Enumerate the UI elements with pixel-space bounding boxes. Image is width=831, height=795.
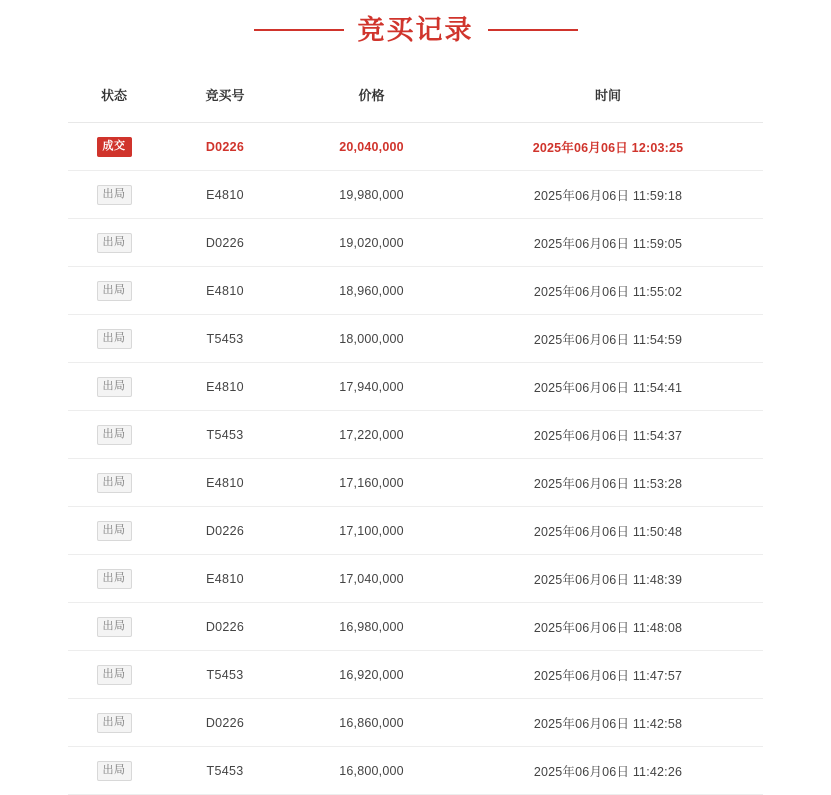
table-body — [68, 123, 763, 795]
cell-bidder-number: E4810 — [160, 171, 290, 219]
bid-record-table-area — [68, 85, 763, 795]
cell-bidder-number: D0226 — [160, 699, 290, 747]
cell-time: 2025年06月06日 11:42:58 — [453, 699, 763, 747]
cell-time: 2025年06月06日 11:59:18 — [453, 171, 763, 219]
status-badge: 出局 — [97, 281, 132, 301]
cell-status — [68, 699, 160, 747]
cell-time: 2025年06月06日 11:54:59 — [453, 315, 763, 363]
status-badge: 出局 — [97, 713, 132, 733]
cell-time: 2025年06月06日 11:53:28 — [453, 459, 763, 507]
table-row — [68, 507, 763, 555]
cell-status — [68, 555, 160, 603]
cell-price: 17,220,000 — [290, 411, 453, 459]
table-header-row — [68, 85, 763, 123]
page-title — [0, 0, 831, 47]
cell-time: 2025年06月06日 11:55:02 — [453, 267, 763, 315]
cell-price: 16,980,000 — [290, 603, 453, 651]
table-row — [68, 363, 763, 411]
table-row — [68, 315, 763, 363]
cell-price: 18,960,000 — [290, 267, 453, 315]
cell-status — [68, 219, 160, 267]
cell-bidder-number: E4810 — [160, 555, 290, 603]
column-header-status: 状态 — [68, 85, 160, 123]
table-row — [68, 651, 763, 699]
status-badge: 出局 — [97, 665, 132, 685]
page-title-text: 竞买记录 — [357, 15, 474, 45]
cell-status — [68, 603, 160, 651]
cell-price: 17,100,000 — [290, 507, 453, 555]
cell-bidder-number: T5453 — [160, 747, 290, 795]
status-badge: 出局 — [97, 569, 132, 589]
cell-price: 19,020,000 — [290, 219, 453, 267]
cell-time: 2025年06月06日 11:42:26 — [453, 747, 763, 795]
cell-time: 2025年06月06日 11:54:37 — [453, 411, 763, 459]
cell-bidder-number: E4810 — [160, 267, 290, 315]
table-row — [68, 267, 763, 315]
table-row — [68, 411, 763, 459]
cell-status — [68, 123, 160, 171]
status-badge: 出局 — [97, 617, 132, 637]
cell-status — [68, 363, 160, 411]
cell-price: 17,160,000 — [290, 459, 453, 507]
column-header-price: 价格 — [290, 85, 453, 123]
cell-bidder-number: E4810 — [160, 459, 290, 507]
cell-status — [68, 411, 160, 459]
cell-bidder-number: D0226 — [160, 219, 290, 267]
cell-bidder-number: T5453 — [160, 411, 290, 459]
cell-price: 19,980,000 — [290, 171, 453, 219]
cell-status — [68, 459, 160, 507]
cell-bidder-number: E4810 — [160, 363, 290, 411]
cell-price: 16,800,000 — [290, 747, 453, 795]
table-row — [68, 699, 763, 747]
status-badge: 出局 — [97, 425, 132, 445]
cell-price: 16,920,000 — [290, 651, 453, 699]
table-header — [68, 85, 763, 123]
cell-bidder-number: D0226 — [160, 603, 290, 651]
cell-price: 20,040,000 — [290, 123, 453, 171]
cell-time: 2025年06月06日 11:48:39 — [453, 555, 763, 603]
cell-time: 2025年06月06日 11:50:48 — [453, 507, 763, 555]
status-badge: 出局 — [97, 473, 132, 493]
cell-price: 17,940,000 — [290, 363, 453, 411]
cell-price: 18,000,000 — [290, 315, 453, 363]
cell-time: 2025年06月06日 11:47:57 — [453, 651, 763, 699]
table-row — [68, 219, 763, 267]
cell-status — [68, 747, 160, 795]
cell-status — [68, 315, 160, 363]
cell-time: 2025年06月06日 11:54:41 — [453, 363, 763, 411]
cell-status — [68, 507, 160, 555]
cell-price: 17,040,000 — [290, 555, 453, 603]
column-header-time: 时间 — [453, 85, 763, 123]
cell-bidder-number: T5453 — [160, 651, 290, 699]
table-row — [68, 555, 763, 603]
status-badge: 出局 — [97, 185, 132, 205]
status-badge: 出局 — [97, 761, 132, 781]
cell-bidder-number: D0226 — [160, 123, 290, 171]
title-rule-right — [488, 29, 578, 31]
bid-record-table — [68, 85, 763, 795]
title-rule-left — [254, 29, 344, 31]
table-row — [68, 171, 763, 219]
cell-time: 2025年06月06日 11:59:05 — [453, 219, 763, 267]
status-badge: 出局 — [97, 377, 132, 397]
cell-status — [68, 651, 160, 699]
table-row — [68, 459, 763, 507]
table-row — [68, 747, 763, 795]
status-badge: 出局 — [97, 521, 132, 541]
status-badge: 出局 — [97, 233, 132, 253]
cell-bidder-number: T5453 — [160, 315, 290, 363]
cell-time: 2025年06月06日 11:48:08 — [453, 603, 763, 651]
cell-status — [68, 267, 160, 315]
status-badge: 成交 — [97, 137, 132, 157]
table-row — [68, 123, 763, 171]
cell-bidder-number: D0226 — [160, 507, 290, 555]
cell-status — [68, 171, 160, 219]
column-header-bidder: 竞买号 — [160, 85, 290, 123]
status-badge: 出局 — [97, 329, 132, 349]
table-row — [68, 603, 763, 651]
cell-time: 2025年06月06日 12:03:25 — [453, 123, 763, 171]
cell-price: 16,860,000 — [290, 699, 453, 747]
